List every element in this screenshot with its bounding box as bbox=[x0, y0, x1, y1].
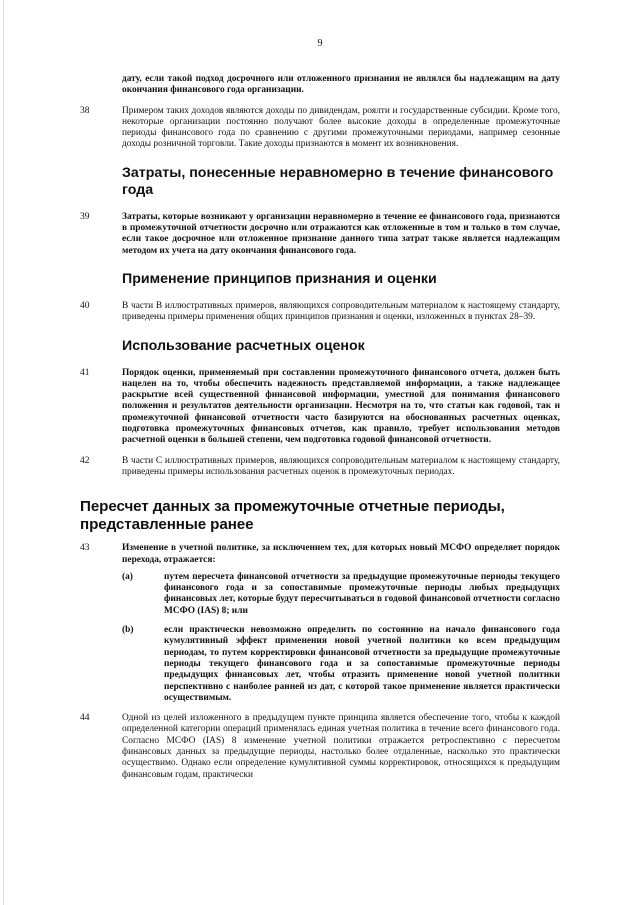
heading-recognition-principles: Применение принципов признания и оценки bbox=[122, 270, 437, 287]
paragraph-number: 42 bbox=[80, 455, 90, 466]
heading-restatement: Пересчет данных за промежуточные отчетные периоды, представленные ранее bbox=[80, 498, 505, 533]
paragraph-text: Примером таких доходов являются доходы по дивидендам, роялти и государственные субсидии. Кроме того, некоторые организации постоянно получают более высокие доходы в определенные промежуточные периоды финансового года по сравнению с другими промежуточными периодами, например сезонные доходы розничной торговли. Такие доходы признаются в момент их возникновения. bbox=[122, 105, 560, 150]
heading-uneven-costs: Затраты, понесенные неравномерно в течение финансового года bbox=[122, 164, 554, 198]
paragraph-number: 43 bbox=[80, 543, 90, 554]
sub-item-label: (b) bbox=[122, 625, 134, 636]
sub-item-a bbox=[122, 572, 560, 617]
paragraph-text: В части С иллюстративных примеров, являющихся сопроводительным материалом к настоящему стандарту, приведены примеры использования расчетных оценок в промежуточных периодах. bbox=[122, 455, 560, 477]
sub-item-b bbox=[122, 625, 560, 704]
paragraph-41 bbox=[80, 368, 560, 447]
page-content bbox=[80, 74, 560, 790]
paragraph-39 bbox=[80, 212, 560, 257]
paragraph-number: 41 bbox=[80, 367, 90, 378]
paragraph-continuation bbox=[80, 74, 560, 97]
sub-item-label: (a) bbox=[122, 571, 133, 582]
paragraph-44 bbox=[80, 713, 560, 781]
paragraph-43 bbox=[80, 543, 560, 704]
paragraph-text: дату, если такой подход досрочного или отложенного признания не являлся бы надлежащим на дату окончания финансового года организации. bbox=[122, 74, 560, 96]
heading-estimates: Использование расчетных оценок bbox=[122, 337, 365, 354]
paragraph-number: 44 bbox=[80, 713, 90, 724]
page-number: 9 bbox=[317, 38, 323, 49]
paragraph-number: 39 bbox=[80, 211, 90, 222]
paragraph-text: Изменение в учетной политике, за исключением тех, для которых новый МСФО определяет порядок перехода, отражается: bbox=[122, 543, 560, 565]
paragraph-40 bbox=[80, 301, 560, 324]
paragraph-text: В части В иллюстративных примеров, являющихся сопроводительным материалом к настоящему стандарту, приведены примеры применения общих принципов признания и оценки, изложенных в пунктах 28–39. bbox=[122, 300, 560, 323]
sub-item-text: если практически невозможно определить по состоянию на начало финансового года кумулятивный эффект применения новой учетной политики ко всем предыдущим периодам, то путем корректировки финансовой отчетности за предыдущие промежуточные периоды текущего финансового года и за сопоставимые промежуточные периоды предыдущих финансовых лет, чтобы отразить применение новой учетной политики перспективно с наиболее ранней из дат, с которой такое применение является практически осуществимым. bbox=[164, 625, 560, 703]
sub-item-text: путем пересчета финансовой отчетности за предыдущие промежуточные периоды текущего финансового года и за сопоставимые промежуточные периоды любых предыдущих финансовых лет, которые будут пересчитываться в годовой финансовой отчетности согласно МСФО (IAS) 8; или bbox=[164, 571, 560, 616]
paragraph-number: 38 bbox=[80, 105, 90, 116]
paragraph-42 bbox=[80, 456, 560, 479]
paragraph-38 bbox=[80, 106, 560, 151]
paragraph-text: Порядок оценки, применяемый при составлении промежуточного финансового отчета, должен быть нацелен на то, чтобы обеспечить надежность представляемой информации, а также надлежащее раскрытие всей существенной финансовой информации, уместной для понимания финансового положения и результатов деятельности организации. Несмотря на то, что статьи как годовой, так и промежуточной финансовой отчетности часто базируются на обоснованных расчетных оценках, подготовка промежуточных финансовых отчетов, как правило, требует использования методов расчетной оценки в большей степени, чем подготовка годовой финансовой отчетности. bbox=[122, 367, 560, 446]
paragraph-text: Одной из целей изложенного в предыдущем пункте принципа является обеспечение того, чтобы к каждой определенной категории операций применялась единая учетная политика в течение всего финансового года. Согласно МСФО (IAS) 8 изменение учетной политики отражается ретроспективно с пересчетом финансовых данных за предыдущие периоды, настолько более отдаленные, насколько это практически осуществимо. Однако если определение кумулятивной суммы корректировок, относящихся к предыдущим финансовым годам, практически bbox=[122, 713, 560, 780]
paragraph-number: 40 bbox=[80, 300, 90, 311]
paragraph-text: Затраты, которые возникают у организации неравномерно в течение ее финансового года, признаются в промежуточной отчетности досрочно или отражаются как отложенные в том и только в том случае, если такое досрочное или отложенное признание данного типа затрат также является надлежащим методом их учета на дату окончания финансового года. bbox=[122, 211, 560, 256]
